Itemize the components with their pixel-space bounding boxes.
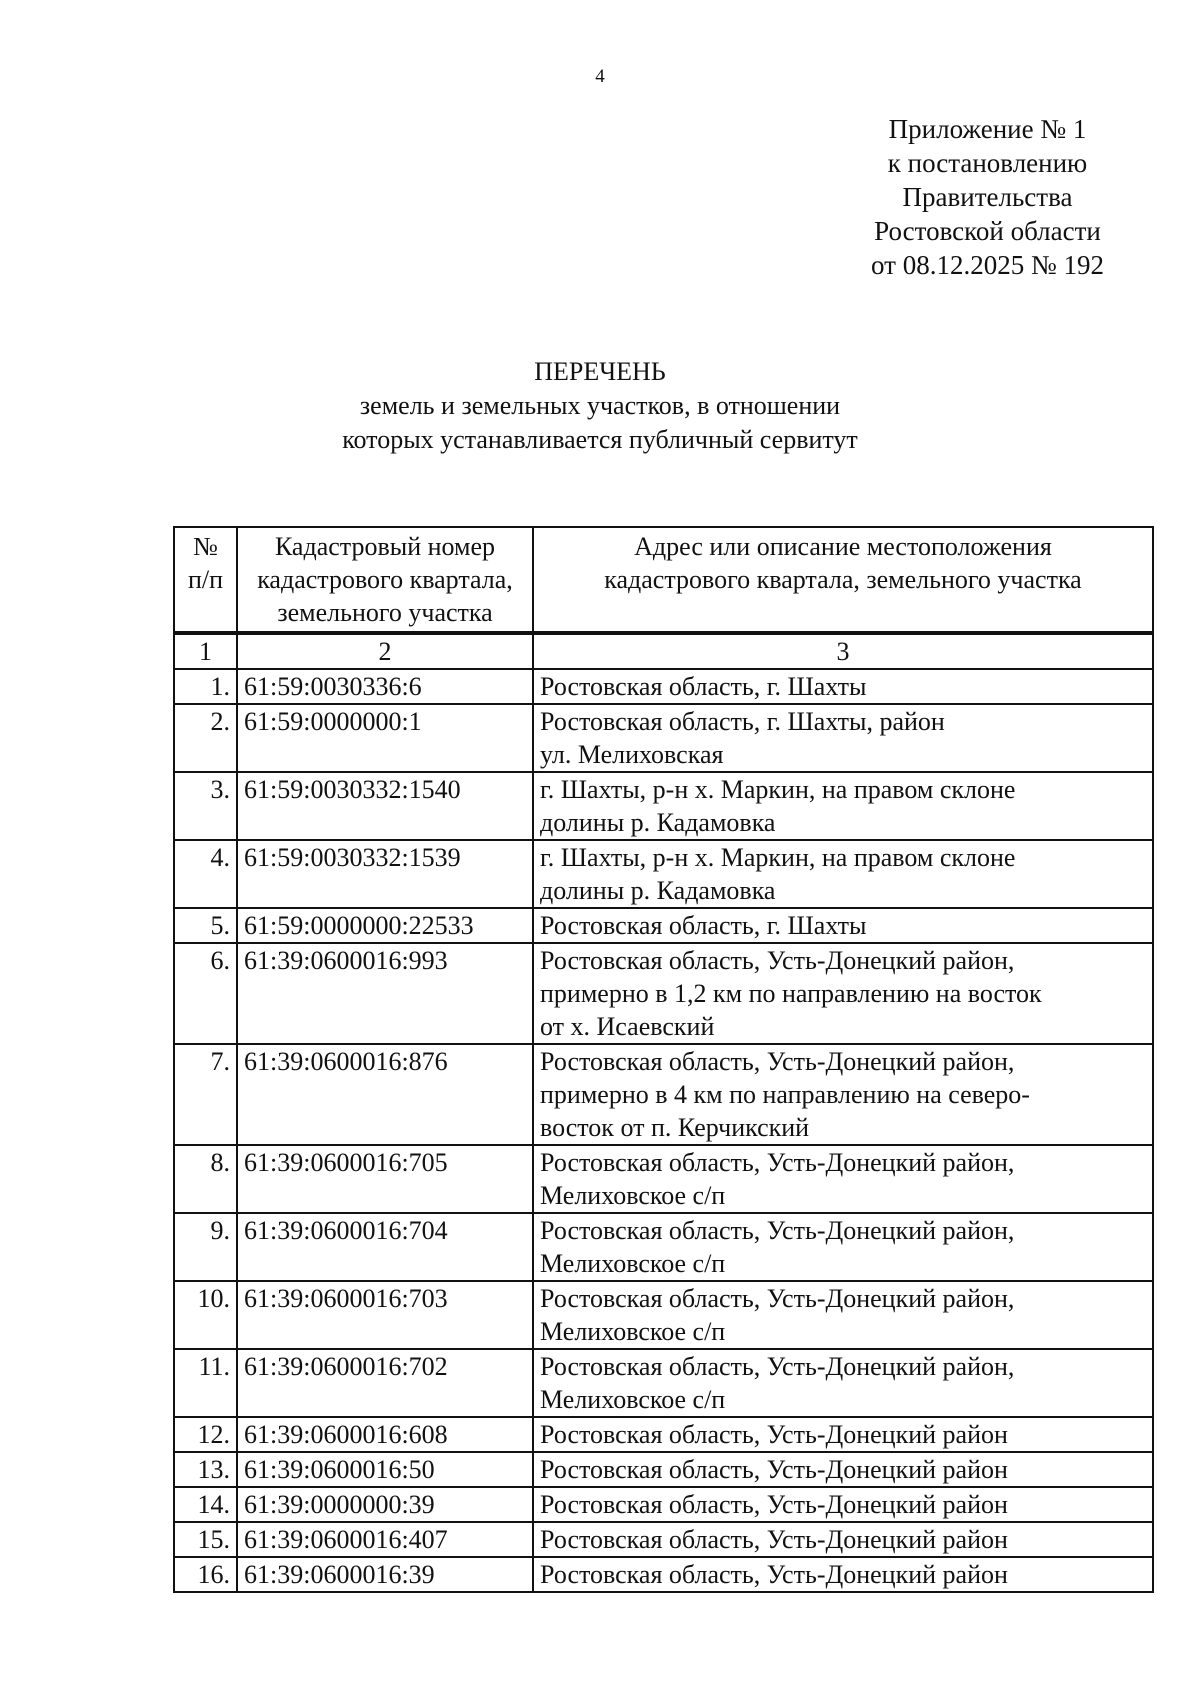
cadastral-number: 61:39:0600016:703: [237, 1281, 533, 1349]
table-row: [174, 1522, 1153, 1557]
cadastral-number: 61:39:0600016:50: [237, 1452, 533, 1487]
row-number: 16.: [174, 1557, 237, 1592]
address-cell: Ростовская область, Усть-Донецкий район: [533, 1417, 1153, 1452]
table-row: [174, 669, 1153, 704]
table-row: [174, 840, 1153, 908]
table-row: [174, 1557, 1153, 1592]
column-number: 1: [174, 633, 237, 669]
row-number: 7.: [174, 1044, 237, 1145]
row-number: 6.: [174, 943, 237, 1044]
table-row: [174, 704, 1153, 772]
appendix-line: Правительства: [902, 182, 1073, 212]
cadastral-number: 61:39:0600016:704: [237, 1213, 533, 1281]
column-number: 2: [237, 633, 533, 669]
address-cell: Ростовская область, Усть-Донецкий район, примерно в 4 км по направлению на северо- восток от п. Керчикский: [533, 1044, 1153, 1145]
title-subtitle-line: которых устанавливается публичный сервитут: [342, 425, 858, 454]
table-row: [174, 1044, 1153, 1145]
row-number: 2.: [174, 704, 237, 772]
header-address: Адрес или описание местоположения кадастрового квартала, земельного участка: [533, 527, 1153, 633]
address-cell: г. Шахты, р-н х. Маркин, на правом склоне долины р. Кадамовка: [533, 840, 1153, 908]
table-body: [174, 669, 1153, 1592]
row-number: 1.: [174, 669, 237, 704]
row-number: 14.: [174, 1487, 237, 1522]
address-cell: Ростовская область, Усть-Донецкий район, Мелиховское с/п: [533, 1213, 1153, 1281]
row-number: 10.: [174, 1281, 237, 1349]
table-row: [174, 1145, 1153, 1213]
address-cell: Ростовская область, Усть-Донецкий район: [533, 1452, 1153, 1487]
cadastral-number: 61:59:0000000:1: [237, 704, 533, 772]
column-number: 3: [533, 633, 1153, 669]
cadastral-number: 61:39:0600016:39: [237, 1557, 533, 1592]
address-cell: Ростовская область, Усть-Донецкий район, Мелиховское с/п: [533, 1281, 1153, 1349]
title-subtitle-line: земель и земельных участков, в отношении: [359, 391, 841, 420]
table-row: [174, 1213, 1153, 1281]
row-number: 9.: [174, 1213, 237, 1281]
cadastral-number: 61:59:0030332:1539: [237, 840, 533, 908]
appendix-line: Приложение № 1: [888, 114, 1087, 144]
cadastral-number: 61:59:0030336:6: [237, 669, 533, 704]
table-row: [174, 943, 1153, 1044]
address-cell: Ростовская область, Усть-Донецкий район, Мелиховское с/п: [533, 1349, 1153, 1417]
address-cell: Ростовская область, г. Шахты: [533, 669, 1153, 704]
address-cell: Ростовская область, г. Шахты, район ул. Мелиховская: [533, 704, 1153, 772]
table-row: [174, 1281, 1153, 1349]
appendix-line: Ростовской области: [874, 216, 1101, 246]
cadastral-number: 61:39:0600016:702: [237, 1349, 533, 1417]
row-number: 15.: [174, 1522, 237, 1557]
address-cell: Ростовская область, Усть-Донецкий район, Мелиховское с/п: [533, 1145, 1153, 1213]
appendix-line: от 08.12.2025 № 192: [871, 250, 1104, 280]
table-row: [174, 1417, 1153, 1452]
page-number: 4: [595, 66, 605, 87]
title-heading: ПЕРЕЧЕНЬ: [534, 357, 666, 386]
cadastral-number: 61:39:0600016:705: [237, 1145, 533, 1213]
row-number: 8.: [174, 1145, 237, 1213]
appendix-line: к постановлению: [887, 148, 1088, 178]
row-number: 5.: [174, 908, 237, 943]
table-row: [174, 908, 1153, 943]
column-numbers-row: [174, 633, 1153, 669]
table-row: [174, 772, 1153, 840]
table-row: [174, 1487, 1153, 1522]
cadastral-number: 61:39:0600016:407: [237, 1522, 533, 1557]
cadastral-number: 61:39:0000000:39: [237, 1487, 533, 1522]
address-cell: Ростовская область, Усть-Донецкий район: [533, 1557, 1153, 1592]
table-header-row: [174, 527, 1153, 633]
land-plots-table: [173, 526, 1154, 1593]
cadastral-number: 61:59:0000000:22533: [237, 908, 533, 943]
address-cell: Ростовская область, Усть-Донецкий район: [533, 1487, 1153, 1522]
cadastral-number: 61:39:0600016:876: [237, 1044, 533, 1145]
header-num: № п/п: [174, 527, 237, 633]
row-number: 12.: [174, 1417, 237, 1452]
address-cell: Ростовская область, г. Шахты: [533, 908, 1153, 943]
header-cadastral-number: Кадастровый номер кадастрового квартала, земельного участка: [237, 527, 533, 633]
document-title: [0, 355, 1200, 457]
address-cell: Ростовская область, Усть-Донецкий район: [533, 1522, 1153, 1557]
table-row: [174, 1452, 1153, 1487]
cadastral-number: 61:39:0600016:993: [237, 943, 533, 1044]
row-number: 13.: [174, 1452, 237, 1487]
appendix-block: [800, 112, 1175, 282]
table-row: [174, 1349, 1153, 1417]
address-cell: Ростовская область, Усть-Донецкий район, примерно в 1,2 км по направлению на восток от х. Исаевский: [533, 943, 1153, 1044]
row-number: 4.: [174, 840, 237, 908]
cadastral-number: 61:59:0030332:1540: [237, 772, 533, 840]
cadastral-number: 61:39:0600016:608: [237, 1417, 533, 1452]
row-number: 3.: [174, 772, 237, 840]
address-cell: г. Шахты, р-н х. Маркин, на правом склоне долины р. Кадамовка: [533, 772, 1153, 840]
row-number: 11.: [174, 1349, 237, 1417]
